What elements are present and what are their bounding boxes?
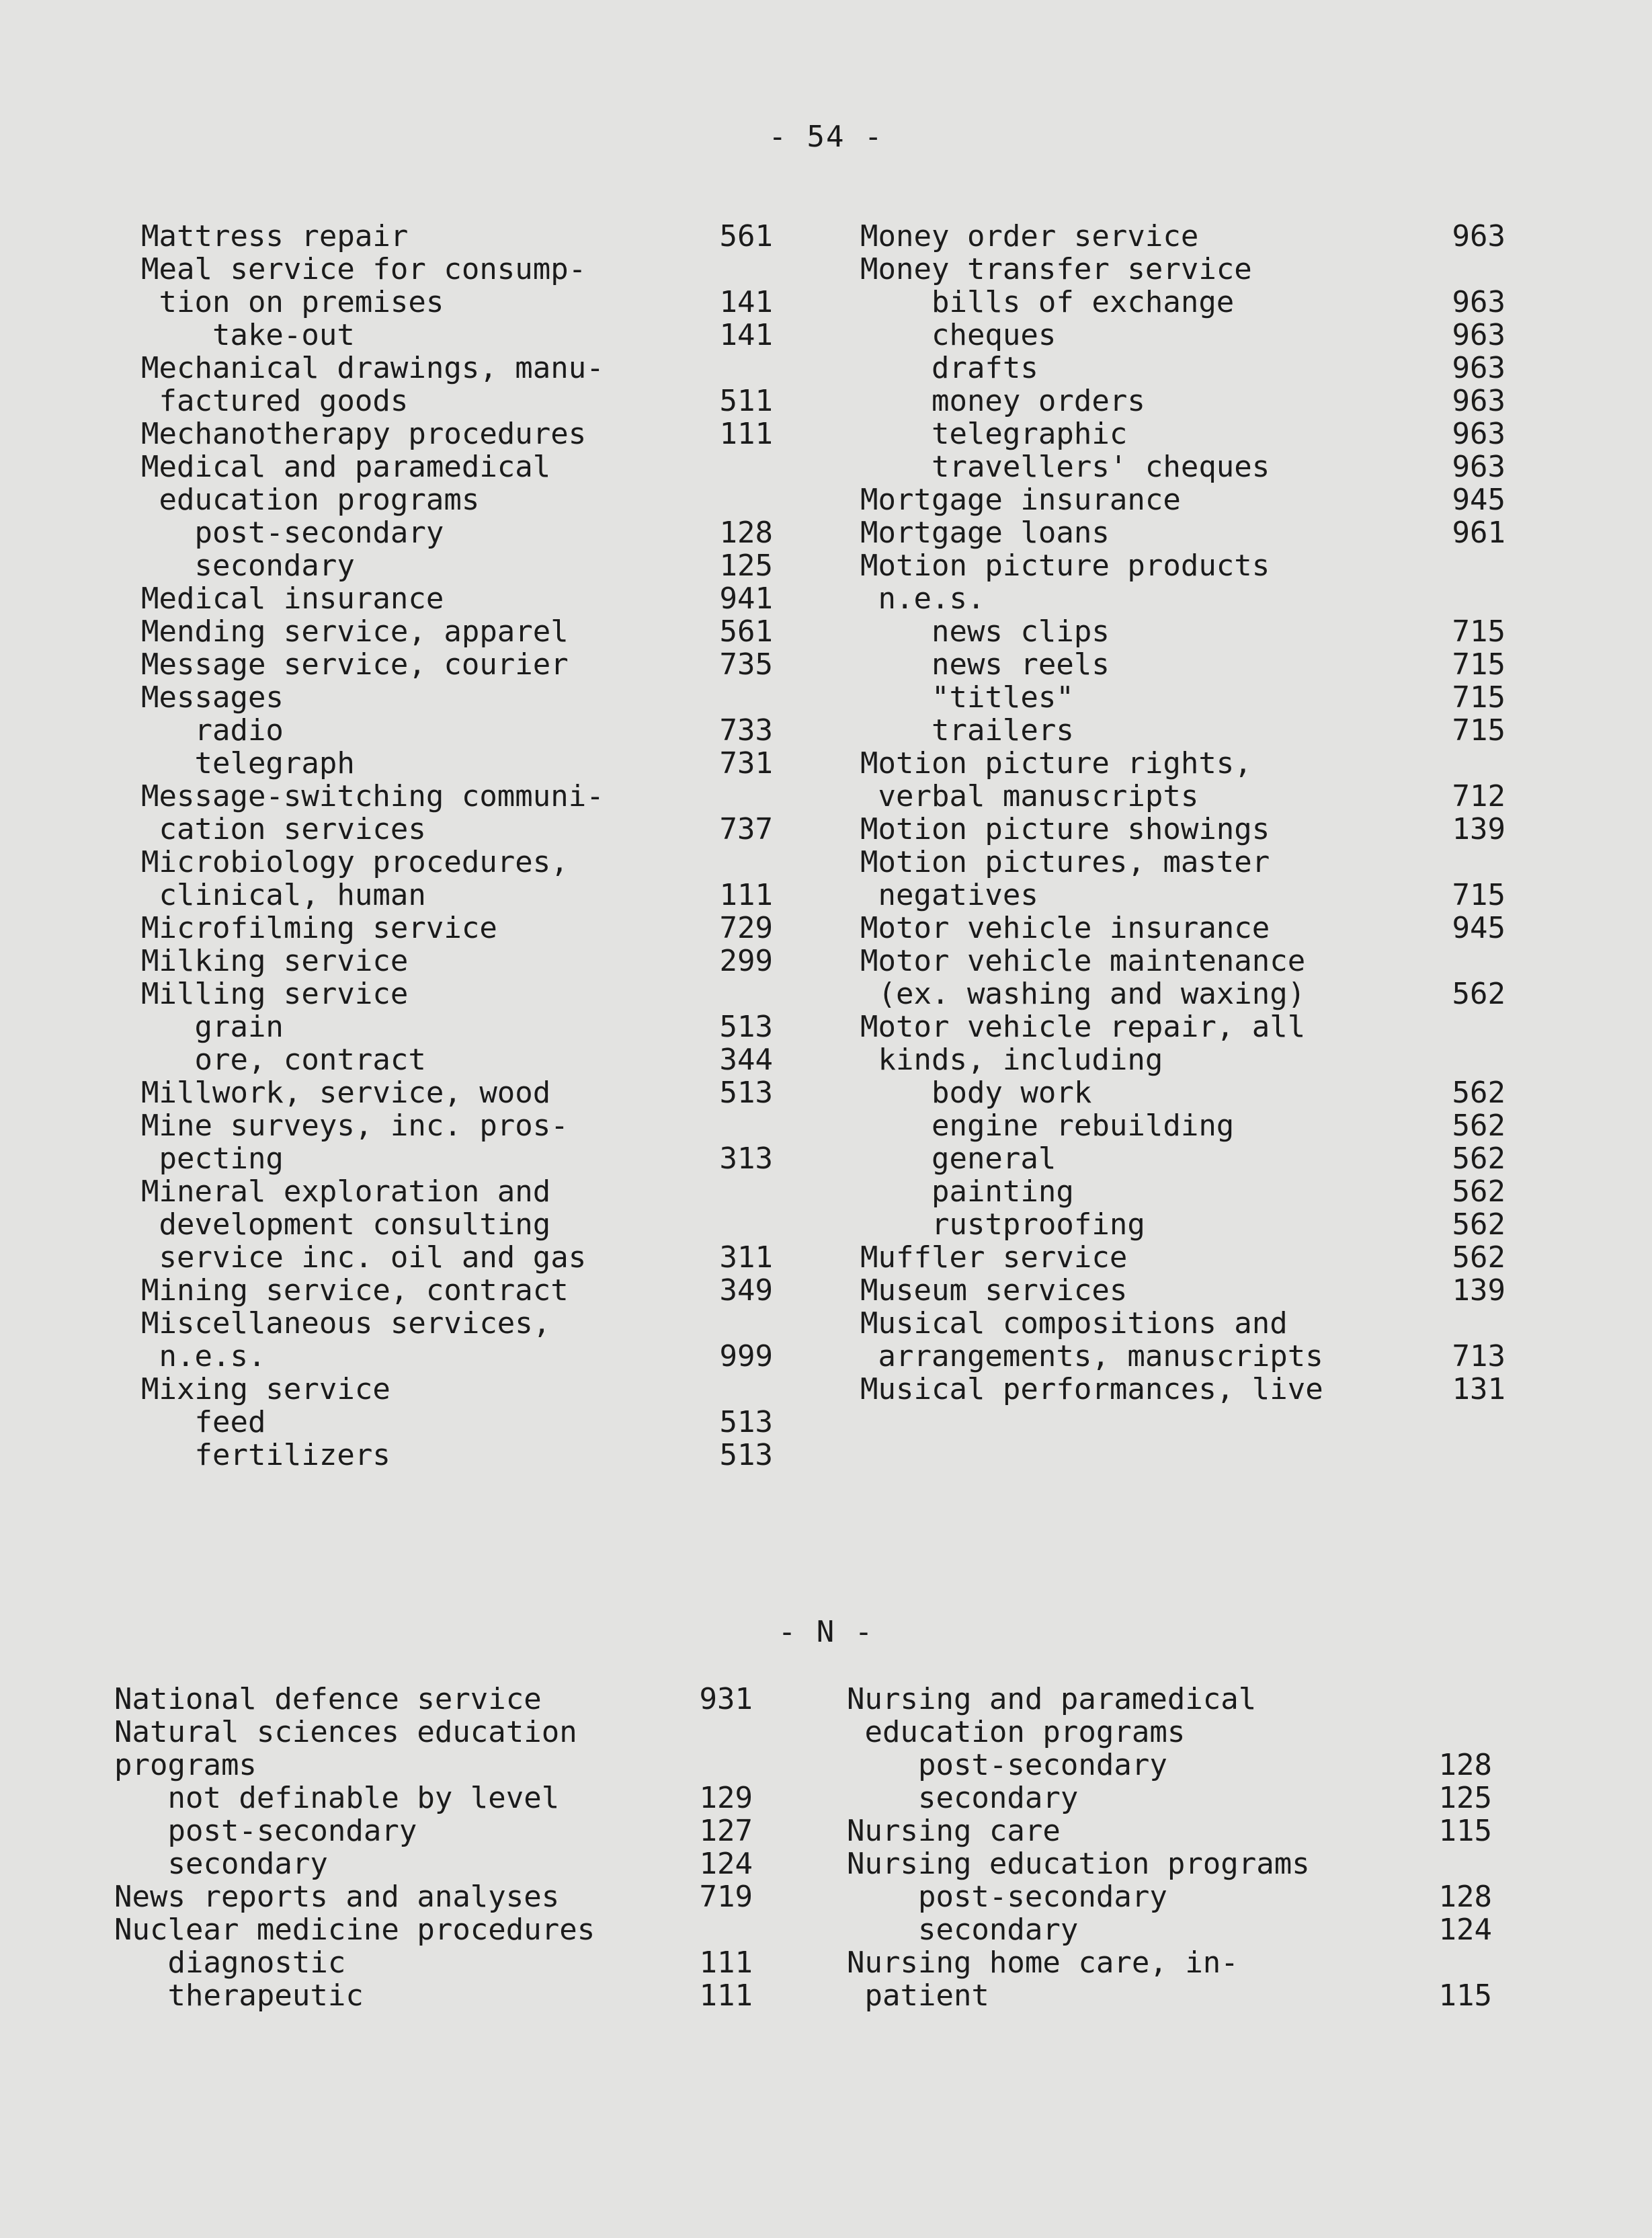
entry-term: education programs <box>847 1715 1186 1749</box>
entry-code: 562 <box>1452 1240 1505 1275</box>
entry-term: tion on premises <box>141 285 444 319</box>
index-entry <box>860 1010 1505 1043</box>
index-entry <box>860 1076 1505 1109</box>
index-entry <box>860 945 1505 977</box>
entry-code: 733 <box>719 713 773 748</box>
section-heading-n: - N - <box>778 1615 874 1649</box>
entry-term: not definable by level <box>114 1781 560 1815</box>
entry-term: rustproofing <box>860 1207 1145 1242</box>
index-entry <box>141 417 773 450</box>
index-entry <box>860 220 1505 253</box>
entry-code: 715 <box>1452 680 1505 715</box>
index-entry <box>860 648 1505 681</box>
entry-term: Mineral exploration and <box>141 1174 551 1209</box>
entry-term: Mine surveys, inc. pros- <box>141 1109 569 1143</box>
entry-term: Mixing service <box>141 1372 390 1406</box>
entry-term: Nursing and paramedical <box>847 1682 1257 1716</box>
entry-code: 562 <box>1452 1207 1505 1242</box>
entry-term: Mechanotherapy procedures <box>141 417 587 451</box>
entry-code: 562 <box>1452 1109 1505 1143</box>
entry-code: 127 <box>699 1814 753 1848</box>
entry-code: 513 <box>719 1010 773 1044</box>
index-entry <box>114 1814 753 1847</box>
entry-term: trailers <box>860 713 1074 748</box>
entry-term: Milking service <box>141 944 409 978</box>
entry-term: Musical compositions and <box>860 1306 1288 1341</box>
entry-code: 963 <box>1452 219 1505 253</box>
entry-term: money orders <box>860 384 1145 418</box>
index-entry <box>860 1373 1505 1406</box>
entry-term: Nursing home care, in- <box>847 1946 1239 1980</box>
entry-term: pecting <box>141 1142 284 1176</box>
entry-code: 963 <box>1452 417 1505 451</box>
entry-code: 139 <box>1452 1273 1505 1308</box>
index-entry <box>860 1208 1505 1241</box>
index-entry <box>860 1043 1505 1076</box>
entry-term: patient <box>847 1979 989 2013</box>
entry-term: post-secondary <box>141 516 444 550</box>
entry-term: Money transfer service <box>860 252 1252 286</box>
index-entry <box>847 1716 1492 1749</box>
entry-code: 561 <box>719 614 773 649</box>
index-entry <box>141 1043 773 1076</box>
index-entry <box>860 352 1505 385</box>
entry-term: post-secondary <box>847 1880 1167 1914</box>
index-entry <box>141 615 773 648</box>
entry-term: Motion pictures, master <box>860 845 1270 879</box>
entry-term: kinds, including <box>860 1043 1163 1077</box>
index-entry <box>141 681 773 714</box>
entry-code: 562 <box>1452 977 1505 1011</box>
entry-term: Miscellaneous services, <box>141 1306 551 1341</box>
index-entry <box>860 1142 1505 1175</box>
entry-code: 125 <box>1438 1781 1492 1815</box>
entry-code: 963 <box>1452 351 1505 385</box>
entry-term: ore, contract <box>141 1043 426 1077</box>
entry-code: 111 <box>699 1979 753 2013</box>
entry-term: negatives <box>860 878 1038 912</box>
entry-code: 945 <box>1452 483 1505 517</box>
index-entry <box>860 1340 1505 1373</box>
index-entry <box>847 1683 1492 1716</box>
entry-term: Microfilming service <box>141 911 497 945</box>
entry-code: 128 <box>719 516 773 550</box>
index-entry <box>141 879 773 912</box>
index-entry <box>860 846 1505 879</box>
entry-term: news reels <box>860 647 1110 682</box>
entry-code: 513 <box>719 1405 773 1439</box>
entry-term: cheques <box>860 318 1057 352</box>
index-entry <box>860 1109 1505 1142</box>
index-entry <box>860 1175 1505 1208</box>
entry-code: 945 <box>1452 911 1505 945</box>
index-entry <box>141 747 773 780</box>
index-entry <box>847 1847 1492 1880</box>
index-entry <box>141 253 773 286</box>
index-entry <box>141 450 773 483</box>
entry-code: 963 <box>1452 285 1505 319</box>
index-entry <box>114 1782 753 1814</box>
entry-code: 712 <box>1452 779 1505 813</box>
entry-code: 141 <box>719 285 773 319</box>
entry-term: drafts <box>860 351 1038 385</box>
index-entry <box>141 516 773 549</box>
entry-code: 963 <box>1452 318 1505 352</box>
entry-term: Nursing education programs <box>847 1847 1310 1881</box>
entry-term: Museum services <box>860 1273 1128 1308</box>
index-entry <box>141 846 773 879</box>
entry-term: post-secondary <box>114 1814 417 1848</box>
index-entry <box>860 417 1505 450</box>
entry-term: Messages <box>141 680 284 715</box>
entry-term: general <box>860 1142 1057 1176</box>
entry-term: Muffler service <box>860 1240 1128 1275</box>
entry-term: service inc. oil and gas <box>141 1240 587 1275</box>
index-entry <box>860 582 1505 615</box>
index-entry <box>847 1946 1492 1979</box>
index-entry <box>114 1913 753 1946</box>
index-entry <box>860 1307 1505 1340</box>
entry-term: Motion picture products <box>860 549 1270 583</box>
entry-term: Medical and paramedical <box>141 450 551 484</box>
entry-code: 999 <box>719 1339 773 1373</box>
entry-code: 562 <box>1452 1142 1505 1176</box>
entry-term: secondary <box>847 1913 1079 1947</box>
index-entry <box>847 1814 1492 1847</box>
index-entry <box>847 1880 1492 1913</box>
entry-term: Microbiology procedures, <box>141 845 569 879</box>
entry-term: Mending service, apparel <box>141 614 569 649</box>
entry-code: 299 <box>719 944 773 978</box>
entry-term: News reports and analyses <box>114 1880 560 1914</box>
entry-term: Millwork, service, wood <box>141 1076 551 1110</box>
entry-term: Money order service <box>860 219 1199 253</box>
index-entry <box>860 681 1505 714</box>
index-entry <box>860 912 1505 945</box>
entry-term: "titles" <box>860 680 1074 715</box>
entry-code: 963 <box>1452 384 1505 418</box>
entry-term: travellers' cheques <box>860 450 1270 484</box>
index-entry <box>141 945 773 977</box>
index-entry <box>860 516 1505 549</box>
entry-term: news clips <box>860 614 1110 649</box>
index-entry <box>847 1979 1492 2012</box>
entry-term: Mortgage loans <box>860 516 1110 550</box>
entry-code: 131 <box>1452 1372 1505 1406</box>
entry-term: Motor vehicle maintenance <box>860 944 1306 978</box>
index-entry <box>847 1782 1492 1814</box>
entry-code: 963 <box>1452 450 1505 484</box>
index-entry <box>141 1010 773 1043</box>
index-entry <box>141 1142 773 1175</box>
entry-term: Motor vehicle insurance <box>860 911 1270 945</box>
entry-term: Milling service <box>141 977 409 1011</box>
index-entry <box>141 1241 773 1274</box>
entry-term: take-out <box>141 318 355 352</box>
entry-code: 128 <box>1438 1880 1492 1914</box>
index-entry <box>141 220 773 253</box>
index-entry <box>141 1406 773 1439</box>
index-column-top-left <box>141 220 773 1472</box>
entry-term: education programs <box>141 483 480 517</box>
entry-code: 513 <box>719 1076 773 1110</box>
entry-term: programs <box>114 1748 257 1782</box>
entry-code: 124 <box>1438 1913 1492 1947</box>
index-entry <box>141 1175 773 1208</box>
entry-code: 129 <box>699 1781 753 1815</box>
entry-code: 715 <box>1452 713 1505 748</box>
entry-term: verbal manuscripts <box>860 779 1199 813</box>
entry-term: Motor vehicle repair, all <box>860 1010 1306 1044</box>
entry-code: 715 <box>1452 614 1505 649</box>
index-entry <box>847 1913 1492 1946</box>
index-entry <box>141 1307 773 1340</box>
entry-code: 715 <box>1452 878 1505 912</box>
index-entry <box>860 253 1505 286</box>
entry-term: post-secondary <box>847 1748 1167 1782</box>
index-entry <box>114 1716 753 1749</box>
index-entry <box>141 1109 773 1142</box>
entry-code: 313 <box>719 1142 773 1176</box>
page-number: - 54 - <box>768 120 884 154</box>
entry-code: 115 <box>1438 1814 1492 1848</box>
index-entry <box>114 1880 753 1913</box>
entry-code: 713 <box>1452 1339 1505 1373</box>
index-entry <box>860 615 1505 648</box>
entry-code: 561 <box>719 219 773 253</box>
entry-term: engine rebuilding <box>860 1109 1235 1143</box>
entry-code: 124 <box>699 1847 753 1881</box>
index-entry <box>141 1208 773 1241</box>
index-entry <box>860 286 1505 319</box>
index-column-top-right <box>860 220 1505 1406</box>
index-entry <box>141 813 773 846</box>
entry-code: 125 <box>719 549 773 583</box>
entry-code: 349 <box>719 1273 773 1308</box>
index-entry <box>860 319 1505 352</box>
entry-term: diagnostic <box>114 1946 346 1980</box>
entry-term: radio <box>141 713 284 748</box>
index-entry <box>860 813 1505 846</box>
index-entry <box>860 385 1505 417</box>
entry-term: Message-switching communi- <box>141 779 604 813</box>
entry-term: development consulting <box>141 1207 551 1242</box>
entry-term: factured goods <box>141 384 409 418</box>
index-entry <box>860 1274 1505 1307</box>
index-entry <box>860 450 1505 483</box>
index-entry <box>141 1340 773 1373</box>
index-entry <box>141 319 773 352</box>
index-entry <box>847 1749 1492 1782</box>
entry-term: Mechanical drawings, manu- <box>141 351 604 385</box>
index-entry <box>141 352 773 385</box>
entry-term: Medical insurance <box>141 582 444 616</box>
entry-term: Message service, courier <box>141 647 569 682</box>
index-entry <box>114 1979 753 2012</box>
index-entry <box>141 977 773 1010</box>
index-entry <box>141 1274 773 1307</box>
index-entry <box>141 780 773 813</box>
index-entry <box>141 483 773 516</box>
index-entry <box>860 1241 1505 1274</box>
entry-term: Mattress repair <box>141 219 409 253</box>
entry-term: telegraphic <box>860 417 1128 451</box>
entry-code: 111 <box>699 1946 753 1980</box>
index-entry <box>114 1847 753 1880</box>
entry-term: secondary <box>847 1781 1079 1815</box>
entry-code: 511 <box>719 384 773 418</box>
entry-term: Mortgage insurance <box>860 483 1181 517</box>
entry-code: 941 <box>719 582 773 616</box>
entry-term: Musical performances, live <box>860 1372 1323 1406</box>
index-entry <box>860 780 1505 813</box>
entry-code: 719 <box>699 1880 753 1914</box>
entry-term: Natural sciences education <box>114 1715 577 1749</box>
index-entry <box>141 714 773 747</box>
entry-term: therapeutic <box>114 1979 364 2013</box>
index-entry <box>860 977 1505 1010</box>
index-entry <box>860 714 1505 747</box>
entry-term: clinical, human <box>141 878 426 912</box>
index-entry <box>141 1373 773 1406</box>
entry-term: painting <box>860 1174 1074 1209</box>
entry-term: fertilizers <box>141 1438 390 1472</box>
entry-code: 111 <box>719 878 773 912</box>
entry-code: 735 <box>719 647 773 682</box>
entry-term: telegraph <box>141 746 355 781</box>
entry-term: body work <box>860 1076 1092 1110</box>
entry-term: secondary <box>114 1847 328 1881</box>
index-column-bottom-right <box>847 1683 1492 2012</box>
entry-code: 139 <box>1452 812 1505 846</box>
entry-term: National defence service <box>114 1682 542 1716</box>
entry-code: 737 <box>719 812 773 846</box>
entry-code: 513 <box>719 1438 773 1472</box>
entry-code: 731 <box>719 746 773 781</box>
index-entry <box>860 747 1505 780</box>
index-entry <box>141 286 773 319</box>
entry-term: secondary <box>141 549 355 583</box>
entry-term: Nuclear medicine procedures <box>114 1913 595 1947</box>
entry-code: 715 <box>1452 647 1505 682</box>
entry-term: cation services <box>141 812 426 846</box>
entry-term: Motion picture rights, <box>860 746 1252 781</box>
entry-term: n.e.s. <box>141 1339 266 1373</box>
index-entry <box>114 1749 753 1782</box>
entry-term: Motion picture showings <box>860 812 1270 846</box>
entry-term: feed <box>141 1405 266 1439</box>
index-entry <box>860 879 1505 912</box>
entry-code: 931 <box>699 1682 753 1716</box>
index-entry <box>860 483 1505 516</box>
entry-code: 311 <box>719 1240 773 1275</box>
entry-term: Mining service, contract <box>141 1273 569 1308</box>
entry-code: 562 <box>1452 1076 1505 1110</box>
index-entry <box>141 1439 773 1472</box>
index-entry <box>141 912 773 945</box>
entry-code: 562 <box>1452 1174 1505 1209</box>
entry-term: grain <box>141 1010 284 1044</box>
index-column-bottom-left <box>114 1683 753 2012</box>
entry-code: 111 <box>719 417 773 451</box>
entry-term: arrangements, manuscripts <box>860 1339 1323 1373</box>
entry-term: Nursing care <box>847 1814 1061 1848</box>
entry-code: 729 <box>719 911 773 945</box>
entry-term: n.e.s. <box>860 582 985 616</box>
entry-code: 128 <box>1438 1748 1492 1782</box>
index-entry <box>860 549 1505 582</box>
entry-term: Meal service for consump- <box>141 252 587 286</box>
index-entry <box>141 1076 773 1109</box>
index-entry <box>141 582 773 615</box>
index-entry <box>114 1683 753 1716</box>
entry-code: 115 <box>1438 1979 1492 2013</box>
entry-code: 141 <box>719 318 773 352</box>
index-entry <box>141 648 773 681</box>
entry-term: (ex. washing and waxing) <box>860 977 1306 1011</box>
index-entry <box>141 549 773 582</box>
entry-code: 344 <box>719 1043 773 1077</box>
entry-term: bills of exchange <box>860 285 1235 319</box>
entry-code: 961 <box>1452 516 1505 550</box>
index-entry <box>141 385 773 417</box>
index-entry <box>114 1946 753 1979</box>
